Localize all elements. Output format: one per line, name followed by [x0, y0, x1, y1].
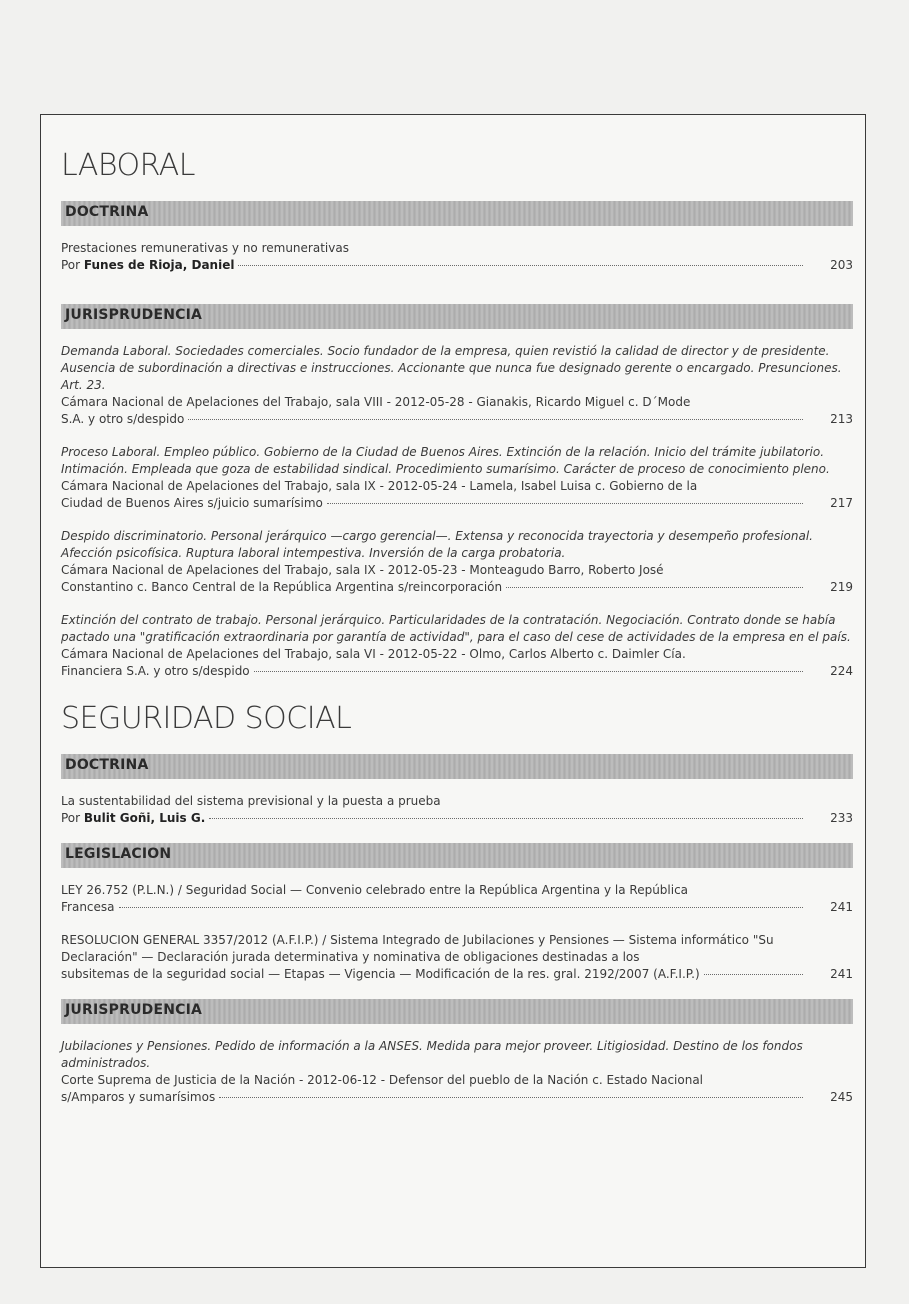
jurisprudencia-entry[interactable]: [61, 1038, 853, 1106]
entry-description: Extinción del contrato de trabajo. Personal jerárquico. Particularidades de la contratación. Negociación. Contrato donde se había pactado una "gratificación extraordinaria por garantía de actividad", para el caso del cese de actividades de la empresa en el país.: [61, 613, 851, 644]
entry-author: Funes de Rioja, Daniel: [83, 258, 235, 272]
subsection-bar-doctrina: [61, 754, 853, 779]
subsection-label: DOCTRINA: [65, 204, 149, 220]
entry-leader: [61, 1089, 853, 1106]
subsection-label: LEGISLACION: [65, 846, 172, 862]
entry-citation-end: Financiera S.A. y otro s/despido: [61, 664, 250, 678]
entry-citation: Cámara Nacional de Apelaciones del Trabajo, sala VIII - 2012-05-28 - Gianakis, Ricardo Miguel c. D´Mode: [61, 395, 691, 409]
entry-citation: Cámara Nacional de Apelaciones del Trabajo, sala IX - 2012-05-24 - Lamela, Isabel Luisa c. Gobierno de la: [61, 479, 698, 493]
entry-citation-end: Constantino c. Banco Central de la República Argentina s/reincorporación: [61, 580, 503, 594]
jurisprudencia-entry[interactable]: [61, 444, 853, 512]
page-number: 241: [830, 967, 853, 981]
dot-leader: [327, 503, 803, 504]
index-frame: [40, 114, 866, 1268]
page-number: 224: [830, 664, 853, 678]
legislacion-entry[interactable]: [61, 932, 853, 983]
entry-description: Jubilaciones y Pensiones. Pedido de información a la ANSES. Medida para mejor proveer. Litigiosidad. Destino de los fondos administrados.: [61, 1039, 803, 1070]
subsection-bar-jurisprudencia: [61, 999, 853, 1024]
entry-citation: LEY 26.752 (P.L.N.) / Seguridad Social — Convenio celebrado entre la República Argentina y la República: [61, 883, 689, 897]
dot-leader: [119, 907, 803, 908]
entry-leader: [61, 257, 853, 274]
dot-leader: [506, 587, 803, 588]
entry-leader: [61, 411, 853, 428]
section-title-laboral: LABORAL: [61, 148, 196, 183]
page-number: 217: [830, 496, 853, 510]
dot-leader: [209, 818, 803, 819]
por-label: Por: [61, 811, 84, 825]
entry-description: Demanda Laboral. Sociedades comerciales. Socio fundador de la empresa, quien revistió la calidad de director y de presidente. Ausencia de subordinación a directivas e instrucciones. Accionante que nunca fue designado gerente o encargado. Presunciones. Art. 23.: [61, 344, 842, 392]
section-title-seguridad-social: SEGURIDAD SOCIAL: [61, 701, 352, 736]
entry-citation-end: Ciudad de Buenos Aires s/juicio sumarísimo: [61, 496, 323, 510]
page-number: 233: [830, 811, 853, 825]
page-number: 203: [830, 258, 853, 272]
page-number: 219: [830, 580, 853, 594]
entry-leader: [61, 495, 853, 512]
subsection-bar-doctrina: [61, 201, 853, 226]
dot-leader: [219, 1097, 803, 1098]
jurisprudencia-entry[interactable]: [61, 528, 853, 596]
doctrina-entry[interactable]: [61, 240, 853, 274]
page-number: 241: [830, 900, 853, 914]
entry-citation: RESOLUCION GENERAL 3357/2012 (A.F.I.P.) / Sistema Integrado de Jubilaciones y Pensiones — Sistema informático "Su Declaración" — Declaración jurada determinativa y nominativa de obligaciones destinadas a los: [61, 933, 774, 964]
entry-title: La sustentabilidad del sistema previsional y la puesta a prueba: [61, 794, 441, 808]
entry-leader: [61, 810, 853, 827]
legislacion-entry[interactable]: [61, 882, 853, 916]
page-number: 245: [830, 1090, 853, 1104]
entry-citation-end: S.A. y otro s/despido: [61, 412, 185, 426]
dot-leader: [254, 671, 803, 672]
jurisprudencia-entry[interactable]: [61, 612, 853, 680]
entry-leader: [61, 899, 853, 916]
index-content: [61, 149, 853, 1122]
entry-citation: Cámara Nacional de Apelaciones del Trabajo, sala IX - 2012-05-23 - Monteagudo Barro, Roberto José: [61, 563, 664, 577]
entry-citation: Cámara Nacional de Apelaciones del Trabajo, sala VI - 2012-05-22 - Olmo, Carlos Alberto c. Daimler Cía.: [61, 647, 686, 661]
entry-description: Despido discriminatorio. Personal jerárquico —cargo gerencial—. Extensa y reconocida trayectoria y desempeño profesional. Afección psicofísica. Ruptura laboral intempestiva. Inversión de la carga probatoria.: [61, 529, 813, 560]
dot-leader: [188, 419, 803, 420]
entry-citation-end: Francesa: [61, 900, 115, 914]
subsection-bar-jurisprudencia: [61, 304, 853, 329]
doctrina-entry[interactable]: [61, 793, 853, 827]
entry-citation-end: subsitemas de la seguridad social — Etapas — Vigencia — Modificación de la res. gral. 2192/2007 (A.F.I.P.): [61, 967, 700, 981]
dot-leader: [238, 265, 803, 266]
entry-citation: Corte Suprema de Justicia de la Nación - 2012-06-12 - Defensor del pueblo de la Nación c. Estado Nacional: [61, 1073, 704, 1087]
entry-leader: [61, 663, 853, 680]
por-label: Por: [61, 258, 84, 272]
entry-leader: [61, 966, 853, 983]
jurisprudencia-entry[interactable]: [61, 343, 853, 428]
dot-leader: [704, 974, 803, 975]
subsection-label: JURISPRUDENCIA: [65, 307, 203, 323]
entry-leader: [61, 579, 853, 596]
entry-citation-end: s/Amparos y sumarísimos: [61, 1090, 216, 1104]
page-number: 213: [830, 412, 853, 426]
subsection-label: JURISPRUDENCIA: [65, 1002, 203, 1018]
entry-title: Prestaciones remunerativas y no remunerativas: [61, 241, 349, 255]
entry-author: Bulit Goñi, Luis G.: [83, 811, 206, 825]
subsection-bar-legislacion: [61, 843, 853, 868]
subsection-label: DOCTRINA: [65, 757, 149, 773]
entry-description: Proceso Laboral. Empleo público. Gobierno de la Ciudad de Buenos Aires. Extinción de la relación. Inicio del trámite jubilatorio. Intimación. Empleada que goza de estabilidad sindical. Procedimiento sumarísimo. Carácter de proceso de conocimiento pleno.: [61, 445, 830, 476]
